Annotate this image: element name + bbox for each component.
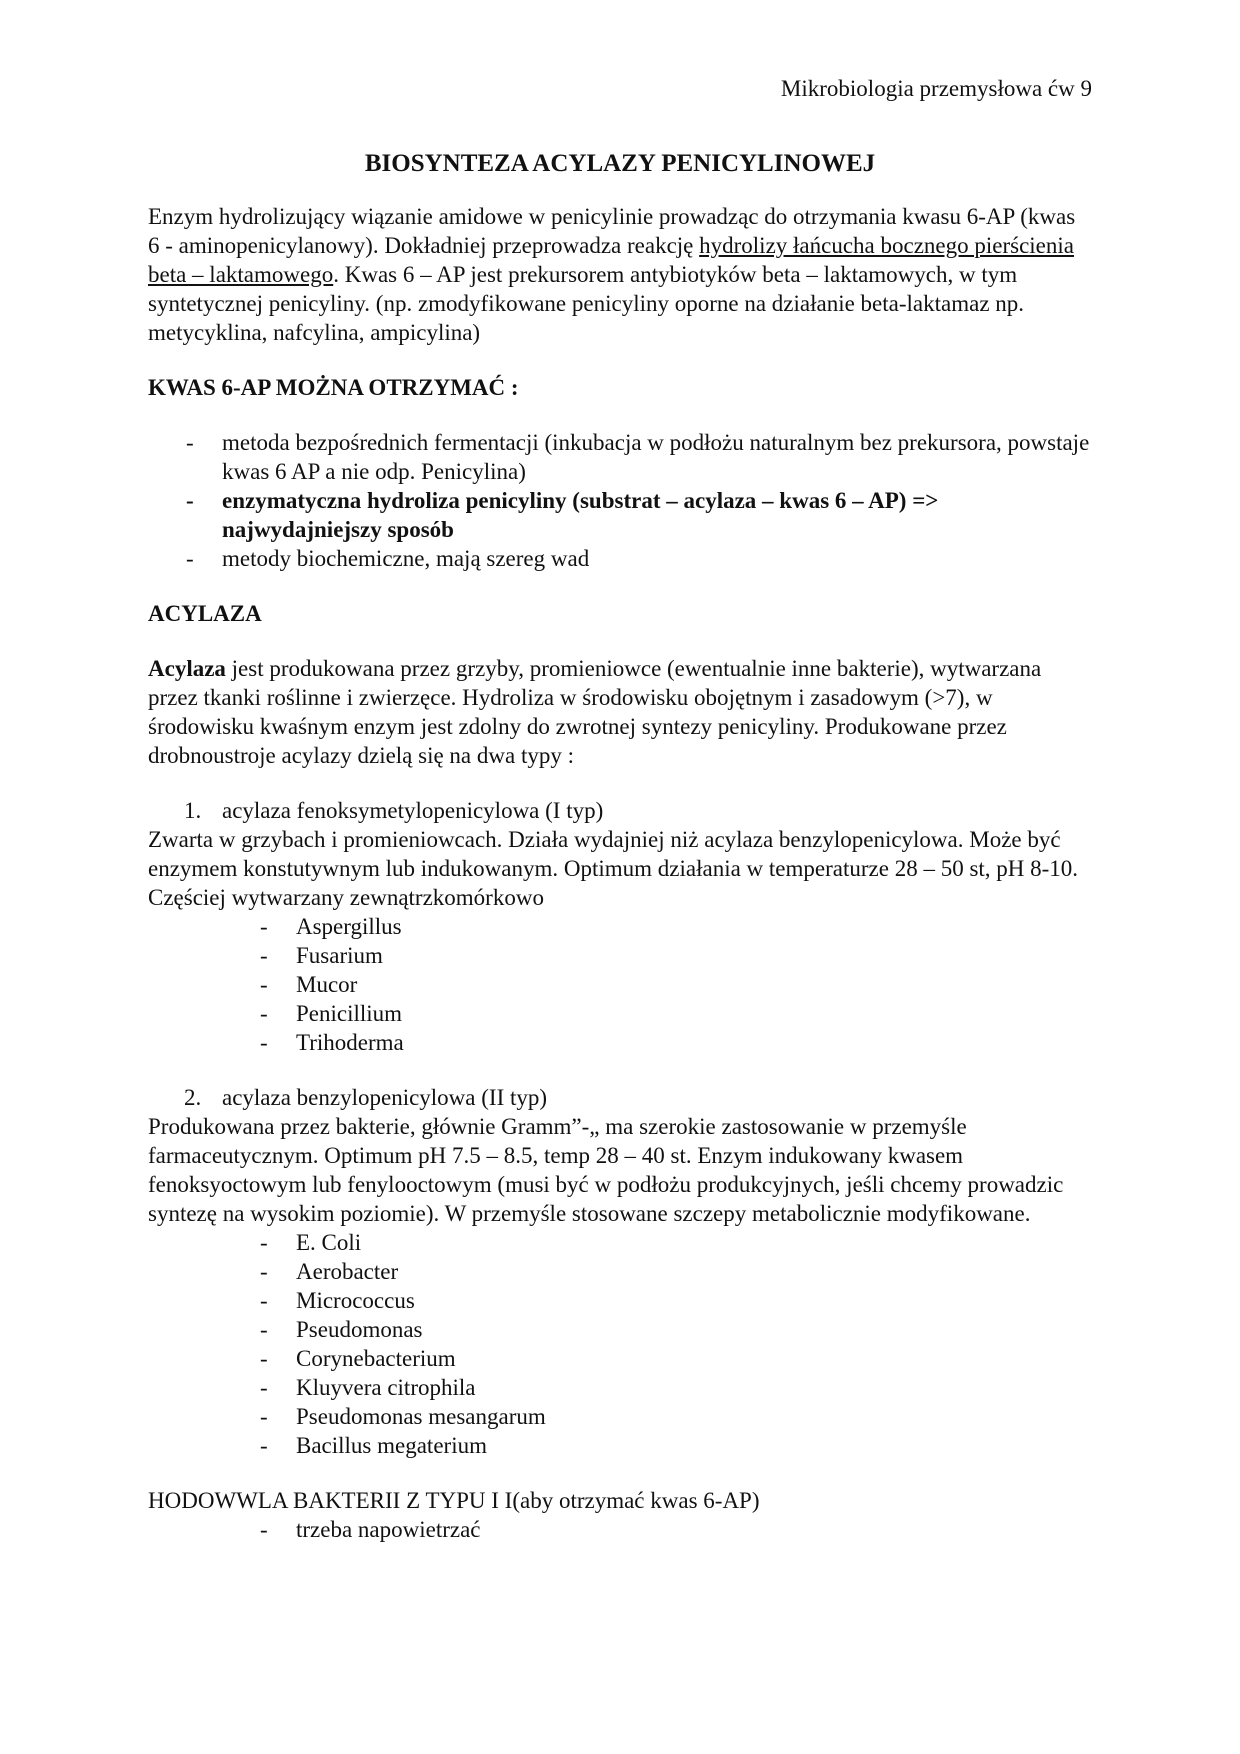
- type2-item: [148, 1083, 1092, 1112]
- list-item: - Pseudomonas: [148, 1315, 1092, 1344]
- list-item: - Kluyvera citrophila: [148, 1373, 1092, 1402]
- type2-label: acylaza benzylopenicylowa (II typ): [222, 1085, 548, 1110]
- hodowla-list: [148, 1515, 1092, 1544]
- page-header: Mikrobiologia przemysłowa ćw 9: [780, 76, 1092, 101]
- document-title: BIOSYNTEZA ACYLAZY PENICYLINOWEJ: [364, 150, 876, 177]
- list-item: - Penicillium: [148, 999, 1092, 1028]
- section-heading-6ap: KWAS 6-AP MOŻNA OTRZYMAĆ :: [148, 375, 519, 400]
- intro-underlined-text: hydrolizy łańcucha bocznego pierścienia beta – laktamowego: [148, 233, 1074, 287]
- section-heading-hodowla: HODOWWLA BAKTERII Z TYPU I I(aby otrzymać kwas 6-AP): [148, 1488, 760, 1513]
- list-item: - Aerobacter: [148, 1257, 1092, 1286]
- section-heading-acylaza: ACYLAZA: [148, 601, 262, 626]
- intro-paragraph: [148, 202, 1092, 347]
- list-item: - Aspergillus: [148, 912, 1092, 941]
- document-content: [148, 148, 1092, 1570]
- type2-number: 2.: [184, 1085, 202, 1110]
- type2-description: Produkowana przez bakterie, głównie Gramm”-„ ma szerokie zastosowanie w przemyśle farmaceutycznym. Optimum pH 7.5 – 8.5, temp 28 – 40 st. Enzym indukowany kwasem fenoksyoctowym lub fenylooctowym (musi być w podłożu produkcyjnych, jeśli chcemy prowadzic syntezę na wysokim poziomie). W przemyśle stosowane szczepy metabolicznie modyfikowane.: [148, 1114, 1064, 1226]
- methods-list: [148, 428, 1092, 573]
- list-item: - E. Coli: [148, 1228, 1092, 1257]
- list-item: - Fusarium: [148, 941, 1092, 970]
- type1-organisms-list: [148, 912, 1092, 1057]
- type2-organisms-list: [148, 1228, 1092, 1460]
- list-item: - Trihoderma: [148, 1028, 1092, 1057]
- list-item: - enzymatyczna hydroliza penicyliny (substrat – acylaza – kwas 6 – AP) => najwydajniejszy sposób: [148, 486, 1092, 544]
- list-item: - Micrococcus: [148, 1286, 1092, 1315]
- list-item: - Corynebacterium: [148, 1344, 1092, 1373]
- list-item: - Bacillus megaterium: [148, 1431, 1092, 1460]
- acylaza-term: Acylaza: [148, 656, 226, 681]
- acylaza-paragraph: [148, 654, 1092, 770]
- type1-label: acylaza fenoksymetylopenicylowa (I typ): [222, 798, 604, 823]
- type1-description: Zwarta w grzybach i promieniowcach. Działa wydajniej niż acylaza benzylopenicylowa. Może być enzymem konstutywnym lub indukowanym. Optimum działania w temperaturze 28 – 50 st, pH 8-10. Częściej wytwarzany zewnątrzkomórkowo: [148, 827, 1079, 910]
- list-item: - Mucor: [148, 970, 1092, 999]
- intro-text-1: Enzym hydrolizujący wiązanie amidowe w penicylinie prowadząc do otrzymania kwasu 6-AP (kwas 6 - aminopenicylanowy). Dokładniej przeprowadza reakcję: [148, 204, 1076, 258]
- intro-text-2: . Kwas 6 – AP jest prekursorem antybiotyków beta – laktamowych, w tym syntetycznej penicyliny. (np. zmodyfikowane penicyliny oporne na działanie beta-laktamaz np. metycyklina, nafcylina, ampicylina): [148, 262, 1025, 345]
- type1-item: [148, 796, 1092, 825]
- list-item: - Pseudomonas mesangarum: [148, 1402, 1092, 1431]
- type1-number: 1.: [184, 798, 202, 823]
- list-item: - metoda bezpośrednich fermentacji (inkubacja w podłożu naturalnym bez prekursora, powstaje kwas 6 AP a nie odp. Penicylina): [148, 428, 1092, 486]
- acylaza-text: jest produkowana przez grzyby, promieniowce (ewentualnie inne bakterie), wytwarzana przez tkanki roślinne i zwierzęce. Hydroliza w środowisku obojętnym i zasadowym (>7), w środowisku kwaśnym enzym jest zdolny do zwrotnej syntezy penicyliny. Produkowane przez drobnoustroje acylazy dzielą się na dwa typy :: [148, 656, 1042, 768]
- list-item: - metody biochemiczne, mają szereg wad: [148, 544, 1092, 573]
- list-item: - trzeba napowietrzać: [148, 1515, 1092, 1544]
